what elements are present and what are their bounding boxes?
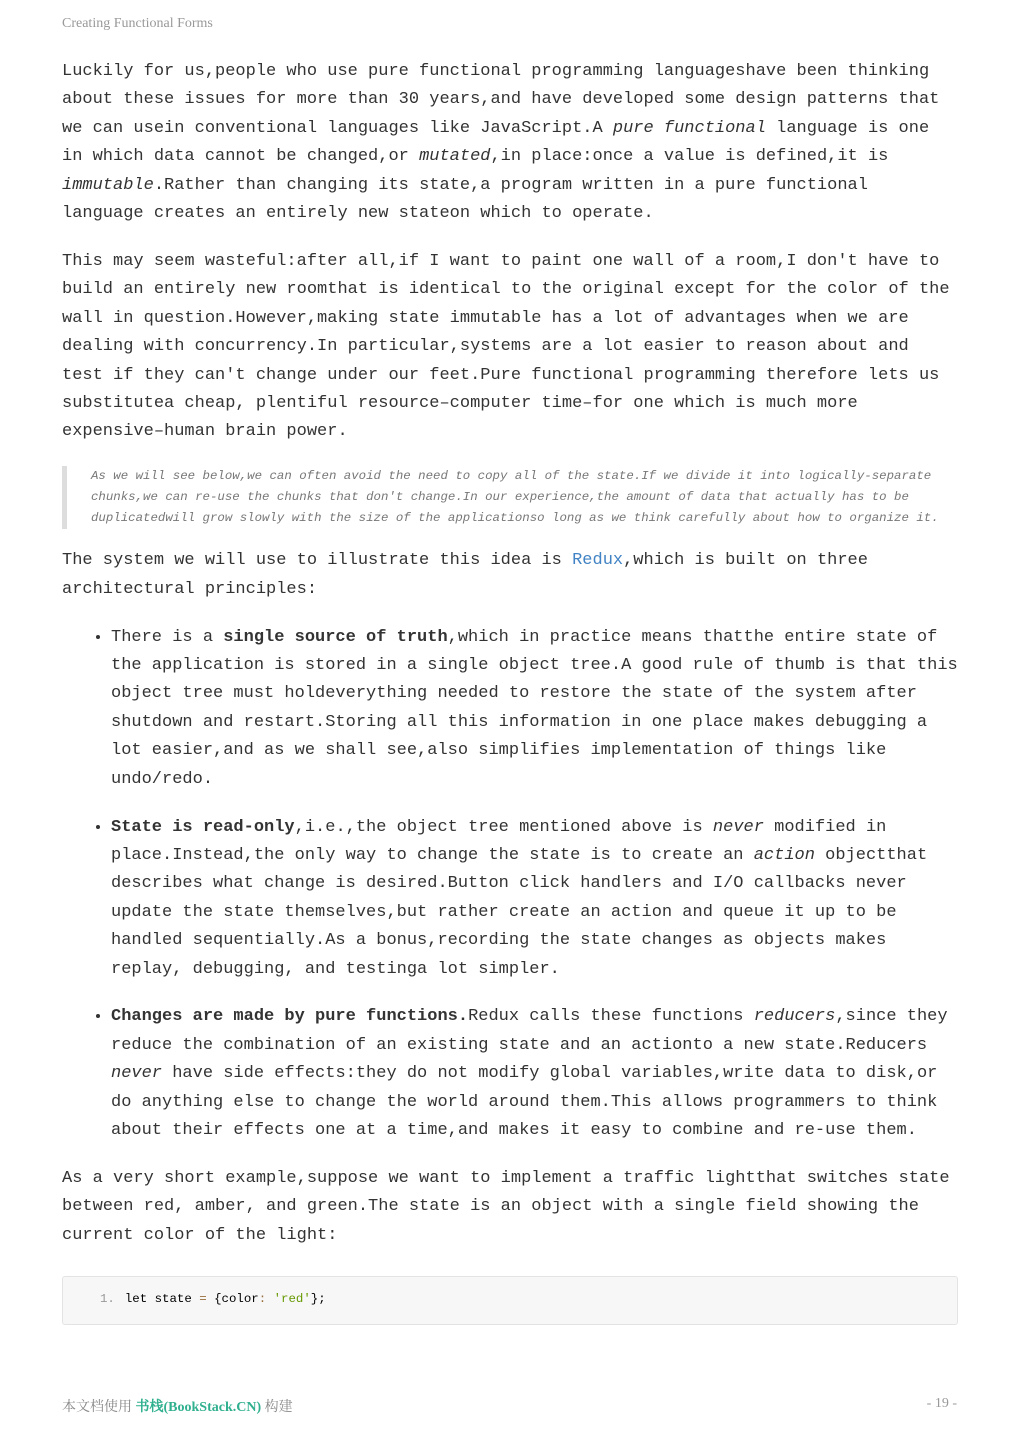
- text-run: have side effects:they do not modify global variables,write data to disk,or do anything else to change the world around them.This allows programmers to think about their effects one at a time,and makes it easy to combine and re-use them.: [111, 1064, 938, 1141]
- text-run: The system we will use to illustrate this idea is: [62, 551, 573, 571]
- text-run: ,since they reduce the combination of an existing state and an actionto a new state.Reducers: [111, 1007, 948, 1055]
- code-token: :: [258, 1292, 267, 1307]
- note-blockquote: As we will see below,we can often avoid the need to copy all of the state.If we divide it into logically-separate chunks,we can re-use the chunks that don't change.In our experience,the amount of data that actually has to be duplicatedwill grow slowly with the size of the applicationso long as we think carefully about how to organize it.: [62, 466, 958, 529]
- text-run: There is a: [111, 627, 224, 647]
- code-token: };: [310, 1292, 326, 1307]
- italic-text: action: [753, 845, 815, 865]
- principles-list: [62, 624, 958, 1146]
- text-run: .Rather than changing its state,a program written in a pure functional language creates an entirely new stateon which to operate.: [62, 175, 868, 224]
- italic-text: reducers: [753, 1007, 836, 1027]
- running-header: Creating Functional Forms: [62, 16, 213, 31]
- code-token: {: [206, 1292, 222, 1307]
- paragraph: [62, 58, 958, 228]
- footer-suffix: 构建: [261, 1400, 293, 1415]
- code-block: [62, 1276, 958, 1325]
- code-token: =: [199, 1292, 207, 1307]
- italic-text: never: [111, 1064, 163, 1084]
- line-number: 1.: [100, 1292, 115, 1307]
- bold-text: Changes are made by pure functions.: [111, 1007, 469, 1027]
- list-item: [111, 814, 958, 984]
- code-token: color: [221, 1292, 259, 1307]
- code-string: 'red': [266, 1292, 311, 1307]
- paragraph: [62, 547, 958, 604]
- text-run: ,i.e.,the object tree mentioned above is: [294, 817, 713, 837]
- text-run: Redux calls these functions: [468, 1007, 754, 1027]
- text-run: language is one in which data cannot be changed,or: [62, 118, 930, 167]
- paragraph: [62, 1165, 958, 1250]
- redux-link[interactable]: Redux: [572, 551, 624, 571]
- text-run: objectthat describes what change is desired.Button click handlers and I/O callbacks never update the state themselves,but rather create an action and queue it up to be handled sequentially.As a bonus,recording the state changes as objects makes replay, debugging, and testinga lot simpler.: [111, 845, 928, 979]
- text-run: As a very short example,suppose we want to implement a traffic lightthat switches state between red, amber, and green.The state is an object with a single field showing the current color of the light:: [62, 1169, 950, 1245]
- text-run: ,which is built on three architectural principles:: [62, 551, 868, 599]
- bold-text: single source of truth: [223, 627, 448, 647]
- page-number: - 19 -: [926, 1396, 957, 1411]
- text-run: ,which in practice means thatthe entire state of the application is stored in a single object tree.A good rule of thumb is that this object tree must holdeverything needed to restore the state of the system after shutdown and restart.Storing all this information in one place makes debugging a lot easier,and as we shall see,also simplifies implementation of things like undo/redo.: [111, 627, 958, 789]
- italic-text: mutated: [419, 147, 491, 167]
- list-item: [111, 1003, 958, 1145]
- code-token: let state: [124, 1292, 200, 1307]
- footer: [62, 1396, 293, 1416]
- text-run: modified in place.Instead,the only way to change the state is to create an: [111, 817, 887, 865]
- paragraph: [62, 248, 958, 447]
- text-run: Luckily for us,people who use pure functional programming languageshave been thinking about these issues for more than 30 years,and have developed some design patterns that we can usein conventional languages like JavaScript.A: [62, 62, 940, 138]
- italic-text: pure functional: [612, 118, 766, 138]
- text-run: This may seem wasteful:after all,if I want to paint one wall of a room,I don't have to build an entirely new roomthat is identical to the original except for the color of the wall in question.However,making state immutable has a lot of advantages when we are dealing with concurrency.In particular,systems are a lot easier to reason about and test if they can't change under our feet.Pure functional programming therefore lets us substitutea cheap, plentiful resource–computer time–for one which is much more expensive–human brain power.: [62, 251, 950, 442]
- brand-link[interactable]: 书栈(BookStack.CN): [135, 1400, 262, 1415]
- italic-text: never: [712, 817, 764, 837]
- list-item: [111, 624, 958, 794]
- bold-text: State is read-only: [111, 817, 295, 837]
- document-body: [62, 58, 958, 1325]
- italic-text: immutable: [62, 175, 154, 195]
- footer-prefix: 本文档使用: [62, 1400, 136, 1415]
- text-run: ,in place:once a value is defined,it is: [490, 147, 889, 167]
